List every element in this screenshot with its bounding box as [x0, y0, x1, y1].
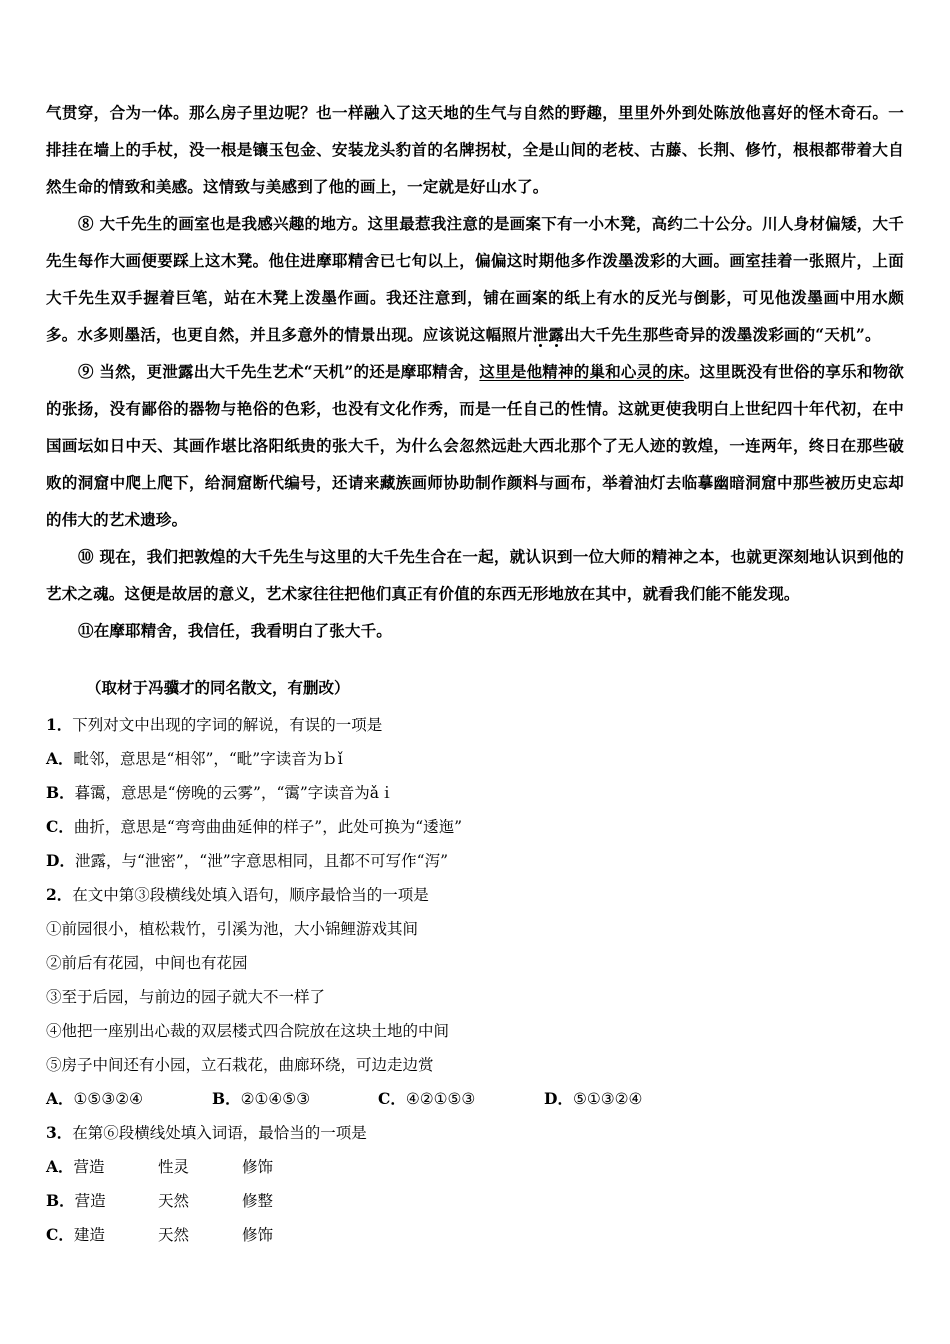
question-text: 在第⑥段横线处填入词语，最恰当的一项是 — [72, 1124, 367, 1142]
paragraph-8-text-b: 出大千先生那些奇异的泼墨泼彩画的“天机”。 — [564, 325, 881, 344]
option-text: ④②①⑤③ — [405, 1090, 476, 1108]
paragraph-9-text-a: ⑨ 当然，更泄露出大千先生艺术“天机”的还是摩耶精舍， — [78, 362, 480, 381]
option-word-2: 天然 — [158, 1226, 190, 1244]
option-letter: B． — [46, 1191, 75, 1210]
q2-item-2: ②前后有花园，中间也有花园 — [46, 954, 248, 972]
paragraph-11: ⑪在摩耶精舍，我信任，我看明白了张大千。 — [78, 621, 393, 640]
option-word-1: 营造 — [73, 1158, 105, 1176]
q3-option-c[interactable] — [46, 1218, 906, 1252]
q1-option-c[interactable] — [46, 810, 906, 844]
q2-item-5: ⑤房子中间还有小园，立石栽花，曲廊环绕，可边走边赏 — [46, 1056, 434, 1074]
paragraph-9-text-b: 。这里既没有世俗的享乐和物欲的张扬，没有鄙俗的器物与艳俗的色彩，也没有文化作秀，而是一任自己的性情。这就更使我明白上世纪四十年代初，在中国画坛如日中天、其画作堪比洛阳纸贵的张大千，为什么会忽然远赴大西北那个了无人迹的敦煌，一连两年，终日在那些破败的洞窟中爬上爬下，给洞窟断代编号，还请来藏族画师协助制作颜料与画布，举着油灯去临摹幽暗洞窟中那些被历史忘却的伟大的艺术遗珍。 — [46, 362, 904, 529]
q1-option-a[interactable] — [46, 742, 906, 776]
q2-option-b[interactable] — [212, 1082, 378, 1116]
option-letter: B． — [46, 783, 75, 802]
q2-option-c[interactable] — [378, 1082, 544, 1116]
option-word-2: 天然 — [158, 1192, 190, 1210]
option-word-3: 修饰 — [242, 1226, 274, 1244]
question-text: 下列对文中出现的字词的解说，有误的一项是 — [72, 716, 383, 734]
option-word-3: 修整 — [242, 1192, 274, 1210]
underlined-sentence: 这里是他精神的巢和心灵的床 — [479, 362, 684, 381]
dotted-char: 露 — [548, 325, 565, 344]
option-text: 曲折，意思是“弯弯曲曲延伸的样子”，此处可换为“逶迤” — [73, 818, 463, 836]
question-1-stem — [46, 708, 906, 742]
option-word-1: 营造 — [74, 1192, 106, 1210]
option-text: ②①④⑤③ — [240, 1090, 311, 1108]
paragraph-7-continued: 气贯穿，合为一体。那么房子里边呢？也一样融入了这天地的生气与自然的野趣，里里外外到处陈放他喜好的怪木奇石。一排挂在墙上的手杖，没一根是镶玉包金、安装龙头豹首的名牌拐杖，全是山间的老枝、古藤、长荆、修竹，根根都带着大自然生命的情致和美感。这情致与美感到了他的画上，一定就是好山水了。 — [46, 103, 904, 196]
q2-options-row — [46, 1082, 906, 1116]
option-letter: A． — [46, 749, 74, 768]
option-letter: D． — [544, 1089, 573, 1108]
q2-item-3: ③至于后园，与前边的园子就大不一样了 — [46, 988, 326, 1006]
question-number: 2． — [46, 885, 73, 904]
option-text: 暮霭，意思是“傍晚的云雾”，“霭”字读音为ǎｉ — [74, 784, 395, 802]
question-3-stem — [46, 1116, 906, 1150]
paragraph-8-text-a: ⑧ 大千先生的画室也是我感兴趣的地方。这里最惹我注意的是画案下有一小木凳，高约二十公分。川人身材偏矮，大千先生每作大画便要踩上这木凳。他住进摩耶精舍已七旬以上，偏偏这时期他多作泼墨泼彩的大画。画室挂着一张照片，上面大千先生双手握着巨笔，站在木凳上泼墨作画。我还注意到，铺在画案的纸上有水的反光与倒影，可见他泼墨画中用水颇多。水多则墨活，也更自然，并且多意外的情景出现。应该说这幅照片 — [46, 214, 904, 344]
source-note: （取材于冯骥才的同名散文，有删改） — [86, 678, 350, 697]
article-body — [46, 94, 904, 649]
option-letter: D． — [46, 851, 75, 870]
option-text: 毗邻，意思是“相邻”，“毗”字读音为ｂǐ — [73, 750, 343, 768]
option-letter: C． — [46, 1225, 74, 1244]
option-text: ①⑤③②④ — [73, 1090, 144, 1108]
dotted-char: 泄 — [532, 325, 549, 344]
q1-option-d[interactable] — [46, 844, 906, 878]
option-letter: A． — [46, 1157, 74, 1176]
q2-item-4: ④他把一座别出心裁的双层楼式四合院放在这块土地的中间 — [46, 1022, 450, 1040]
question-number: 1． — [46, 715, 73, 734]
questions-area — [46, 708, 906, 1252]
option-text: ⑤①③②④ — [572, 1090, 643, 1108]
q2-option-a[interactable] — [46, 1082, 212, 1116]
q3-option-b[interactable] — [46, 1184, 906, 1218]
q1-option-b[interactable] — [46, 776, 906, 810]
option-word-1: 建造 — [73, 1226, 105, 1244]
option-word-3: 修饰 — [242, 1158, 274, 1176]
question-2-stem — [46, 878, 906, 912]
q2-item-1: ①前园很小，植松栽竹，引溪为池，大小锦鲤游戏其间 — [46, 920, 419, 938]
option-letter: A． — [46, 1089, 74, 1108]
q3-option-a[interactable] — [46, 1150, 906, 1184]
dotted-word-xielu — [533, 325, 564, 344]
option-letter: C． — [378, 1089, 406, 1108]
paragraph-8 — [46, 205, 904, 353]
paragraph-10: ⑩ 现在，我们把敦煌的大千先生与这里的大千先生合在一起，就认识到一位大师的精神之本，也就更深刻地认识到他的艺术之魂。这便是故居的意义，艺术家往往把他们真正有价值的东西无形地放在其中，就看我们能不能发现。 — [46, 547, 904, 603]
question-number: 3． — [46, 1123, 73, 1142]
paragraph-9 — [46, 353, 904, 538]
option-word-2: 性灵 — [158, 1158, 190, 1176]
option-text: 泄露，与“泄密”，“泄”字意思相同，且都不可写作“泻” — [74, 852, 448, 870]
question-text: 在文中第③段横线处填入语句，顺序最恰当的一项是 — [72, 886, 429, 904]
option-letter: B． — [212, 1089, 241, 1108]
option-letter: C． — [46, 817, 74, 836]
q2-option-d[interactable] — [544, 1082, 710, 1116]
